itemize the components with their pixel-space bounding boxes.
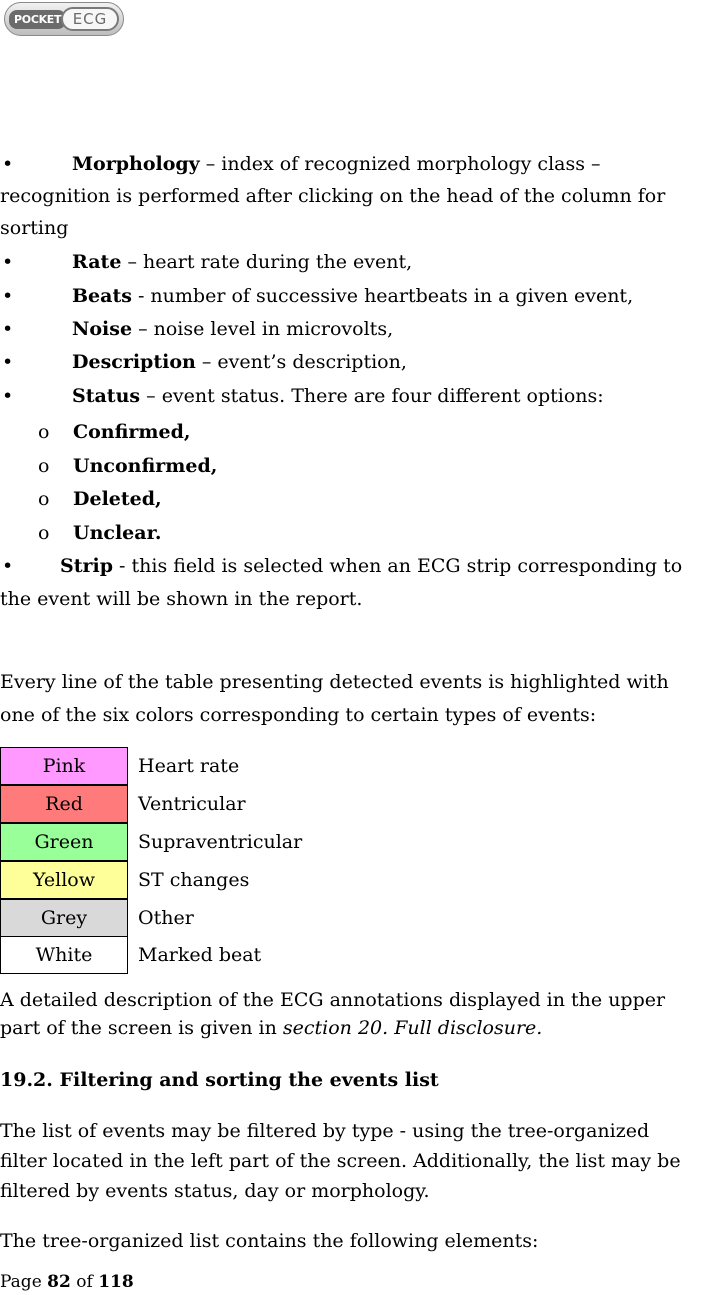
paragraph-line: The list of events may be filtered by type - using the tree-organized — [0, 1120, 650, 1142]
color-swatch: Green — [0, 823, 128, 861]
annotation-note-line: part of the screen is given in section 20. Full disclosure. — [0, 1017, 543, 1039]
paragraph-line: The tree-organized list contains the following elements: — [0, 1230, 539, 1252]
color-meaning: Supraventricular — [138, 831, 303, 853]
color-meaning: Ventricular — [138, 793, 246, 815]
pocket-ecg-logo — [4, 2, 124, 36]
logo-ecg-text: ECG — [61, 7, 119, 31]
section-reference: section 20. Full disclosure. — [282, 1017, 543, 1039]
paragraph-line: filtered by events status, day or morphology. — [0, 1180, 430, 1202]
intro-line: one of the six colors corresponding to certain types of events: — [0, 704, 597, 726]
section-heading: 19.2. Filtering and sorting the events list — [0, 1069, 439, 1091]
color-swatch: Red — [0, 785, 128, 823]
color-meaning: Heart rate — [138, 755, 240, 777]
color-meaning: Marked beat — [138, 944, 262, 966]
color-swatch: Grey — [0, 899, 128, 937]
logo-pocket-text: POCKET — [9, 10, 66, 29]
color-meaning: ST changes — [138, 869, 250, 891]
paragraph-line: filter located in the left part of the screen. Additionally, the list may be — [0, 1150, 681, 1172]
page-number: 82 — [47, 1272, 71, 1292]
color-swatch: White — [0, 936, 128, 974]
annotation-note-line: A detailed description of the ECG annotations displayed in the upper — [0, 989, 666, 1011]
list-item-continuation: sorting — [0, 217, 69, 239]
page-total: 118 — [98, 1272, 134, 1292]
page-footer: Page 82 of 118 — [0, 1272, 134, 1292]
color-swatch: Pink — [0, 747, 128, 785]
list-item-continuation: the event will be shown in the report. — [0, 588, 363, 610]
intro-line: Every line of the table presenting detected events is highlighted with — [0, 671, 669, 693]
color-meaning: Other — [138, 907, 194, 929]
color-swatch: Yellow — [0, 861, 128, 899]
list-item-continuation: recognition is performed after clicking on the head of the column for — [0, 185, 666, 207]
